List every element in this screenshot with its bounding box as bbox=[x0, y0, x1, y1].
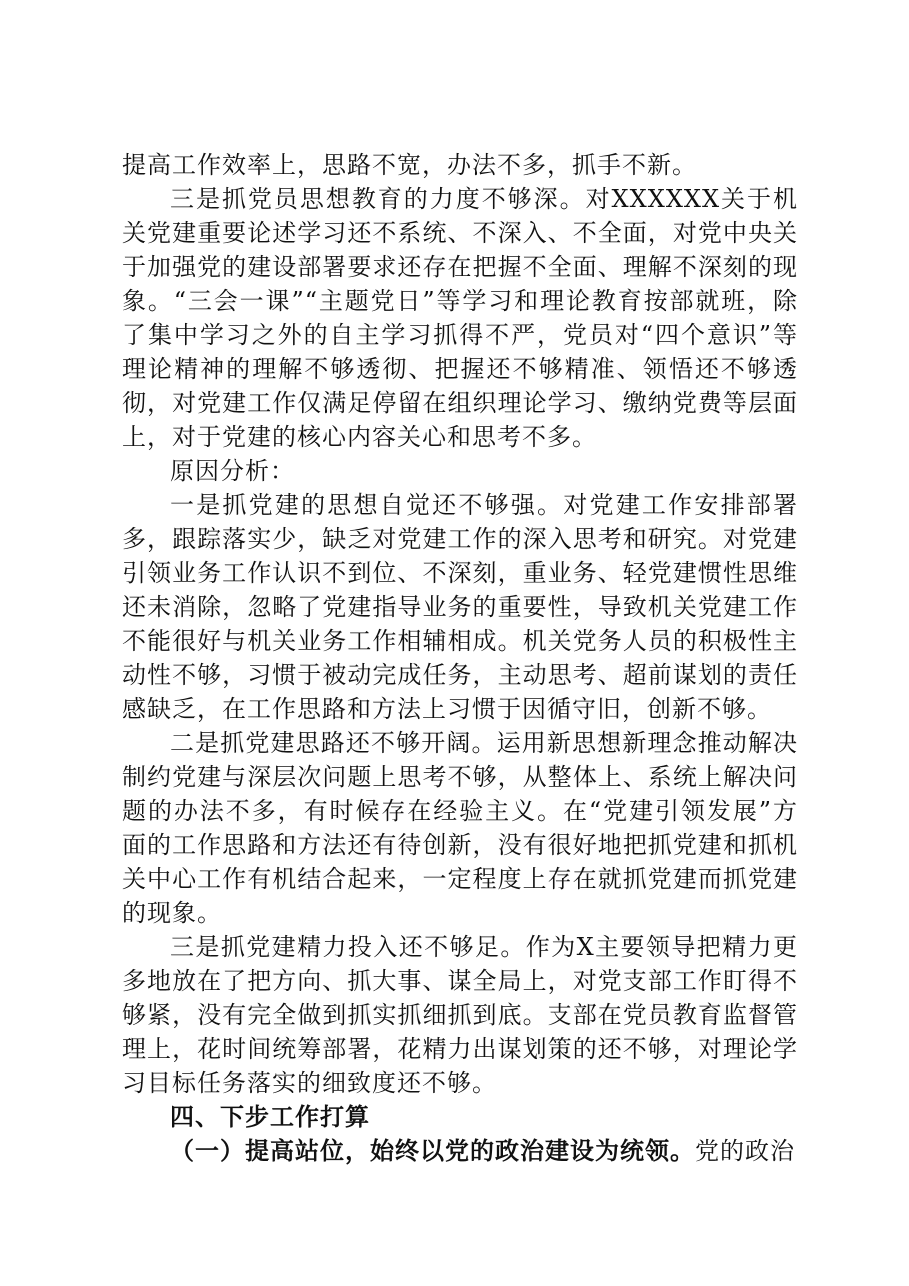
paragraph-problem-three: 三是抓党员思想教育的力度不够深。对XXXXXX关于机关党建重要论述学习还不系统、不深入、不全面，对党中央关于加强党的建设部署要求还存在把握不全面、理解不深刻的现象。“三会一课”“主题党日”等学习和理论教育按部就班，除了集中学习之外的自主学习抓得不严，党员对“四个意识”等理论精神的理解不够透彻、把握还不够精准、领悟还不够透彻，对党建工作仅满足停留在组织理论学习、缴纳党费等层面上，对于党建的核心内容关心和思考不多。 bbox=[122, 185, 798, 451]
subsection-text: 党的政治 bbox=[695, 1137, 795, 1165]
paragraph-cause-analysis-label: 原因分析： bbox=[170, 457, 295, 485]
paragraph-cause-one: 一是抓党建的思想自觉还不够强。对党建工作安排部署多，跟踪落实少，缺乏对党建工作的深入思考和研究。对党建引领业务工作认识不到位、不深刻，重业务、轻党建惯性思维还未消除，忽略了党建指导业务的重要性，导致机关党建工作不能很好与机关业务工作相辅相成。机关党务人员的积极性主动性不够，习惯于被动完成任务，主动思考、超前谋划的责任感缺乏，在工作思路和方法上习惯于因循守旧，创新不够。 bbox=[122, 491, 798, 723]
subsection-heading: （一）提高站位，始终以党的政治建设为统领。 bbox=[170, 1136, 695, 1165]
paragraph-cause-two: 二是抓党建思路还不够开阔。运用新思想新理念推动解决制约党建与深层次问题上思考不够，从整体上、系统上解决问题的办法不多，有时候存在经验主义。在“党建引领发展”方面的工作思路和方法还有待创新，没有很好地把抓党建和抓机关中心工作有机结合起来，一定程度上存在就抓党建而抓党建的现象。 bbox=[122, 729, 798, 927]
document-body bbox=[122, 148, 798, 1168]
subsection-paragraph bbox=[122, 1134, 798, 1168]
paragraph-continuation: 提高工作效率上，思路不宽，办法不多，抓手不新。 bbox=[122, 151, 697, 179]
paragraph-cause-three: 三是抓党建精力投入还不够足。作为X主要领导把精力更多地放在了把方向、抓大事、谋全局上，对党支部工作盯得不够紧，没有完全做到抓实抓细抓到底。支部在党员教育监督管理上，花时间统筹部署，花精力出谋划策的还不够，对理论学习目标任务落实的细致度还不够。 bbox=[122, 933, 798, 1097]
section-heading: 四、下步工作打算 bbox=[170, 1103, 370, 1131]
